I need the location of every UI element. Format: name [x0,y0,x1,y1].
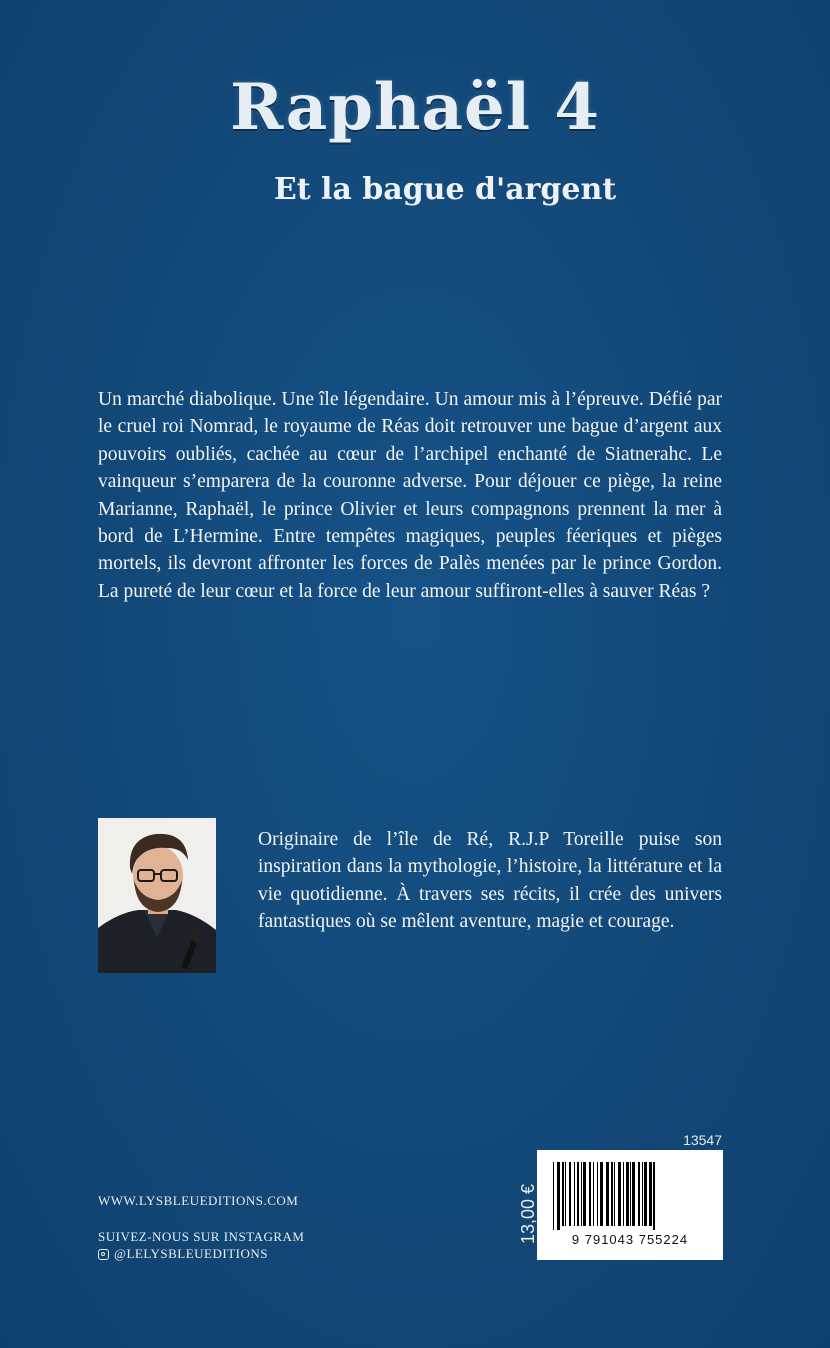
barcode-bar [644,1162,647,1226]
instagram-handle[interactable] [98,1246,268,1262]
barcode-bar [618,1162,621,1226]
barcode-bar [581,1162,582,1226]
barcode-bar [653,1162,655,1230]
barcode-bar [565,1162,566,1226]
book-title: Raphaël 4 [230,70,600,145]
barcode-bar [626,1162,629,1226]
instagram-handle-text: @LELYSBLEUEDITIONS [114,1246,268,1261]
barcode-bar [589,1162,591,1226]
isbn-number: 9 791043 755224 [571,1232,689,1247]
barcode-bar [557,1162,560,1230]
barcode-bar [642,1162,643,1226]
barcode-bar [623,1162,624,1226]
bio-text: Originaire de l’île de Ré, R.J.P Toreille puise son inspiration dans la mythologie, l’histoire, la littérature et la vie quotidienne. À travers ses récits, il crée des univers fantastiques où se mêlent aventure, magie et courage. [258,829,722,933]
author-bio [258,826,722,936]
barcode-bar [553,1162,554,1230]
barcode-bar [614,1162,615,1226]
barcode-bar [630,1162,631,1226]
reference-code: 13547 [683,1132,722,1148]
barcode-bar [638,1162,640,1226]
instagram-icon [98,1249,109,1260]
barcode-bar [597,1162,598,1226]
barcode-bar [562,1162,564,1226]
barcode-bar [569,1162,571,1226]
book-blurb [98,386,722,605]
book-subtitle: Et la bague d'argent [273,172,617,207]
barcode-bar [632,1162,635,1226]
publisher-website[interactable]: WWW.LYSBLEUEDITIONS.COM [98,1193,299,1208]
follow-instagram-label: SUIVEZ-NOUS SUR INSTAGRAM [98,1229,305,1244]
barcode-bar [600,1162,603,1226]
barcode-bars [551,1162,709,1230]
barcode-bar [577,1162,579,1226]
barcode-bar [611,1162,613,1226]
barcode-bar [574,1162,575,1226]
blurb-text: Un marché diabolique. Une île légendaire. Un amour mis à l’épreuve. Défié par le cruel roi Nomrad, le royaume de Réas doit retrouver une bague d’argent aux pouvoirs oubliés, cachée au cœur de l’archipel enchanté de Siatnerahc. Le vainqueur s’emparera de la couronne adverse. Pour déjouer ce piège, la reine Marianne, Raphaël, le prince Olivier et leurs compagnons prennent la mer à bord de L’Hermine. Entre tempêtes magiques, peuples féeriques et pièges mortels, ils devront affronter les forces de Palès menées par le prince Gordon. La pureté de leur cœur et la force de leur amour suffiront-elles à sauver Réas ? [98,389,722,602]
author-photo [98,818,216,973]
price-label: 13,00 € [517,1183,538,1245]
barcode-bar [593,1162,594,1226]
barcode-bar [649,1162,652,1226]
barcode-bar [606,1162,609,1226]
barcode [537,1150,723,1260]
barcode-bar [583,1162,586,1226]
